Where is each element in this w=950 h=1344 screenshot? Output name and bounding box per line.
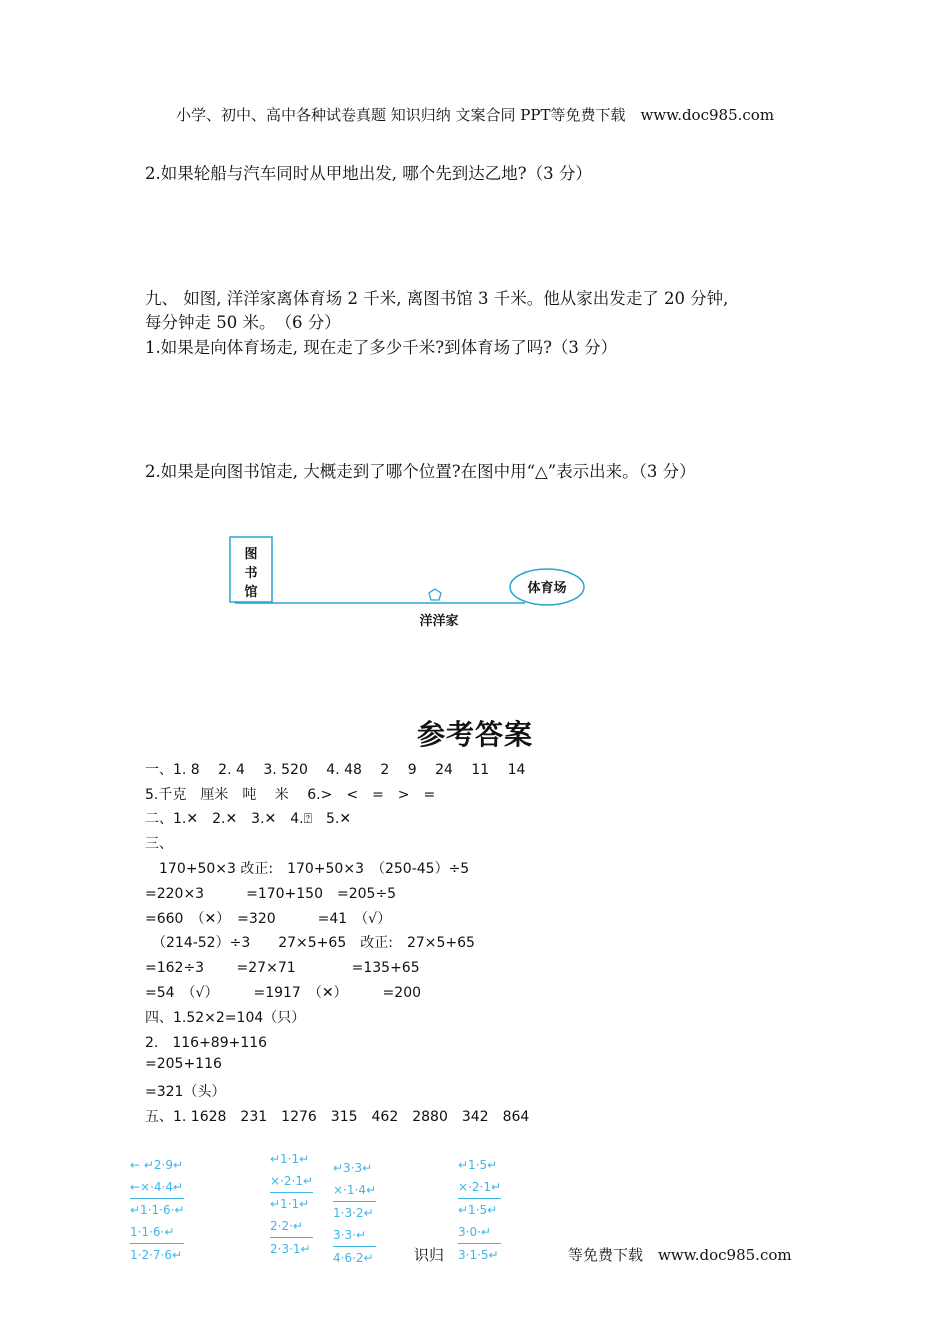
calc-row: ↵1·5↵ — [458, 1203, 498, 1217]
home-marker-icon — [429, 589, 441, 600]
calc-row: ↵1·1↵ — [270, 1197, 310, 1211]
calc-row: ×·2·1↵ — [458, 1176, 501, 1199]
calc-row: 3·3·↵ — [333, 1224, 376, 1247]
calc-row: ×·2·1↵ — [270, 1170, 313, 1193]
calc-row: ← ↵2·9↵ — [130, 1158, 184, 1172]
calc-row: ↵1·1↵ — [270, 1152, 310, 1166]
vertical-calc-1 — [130, 1154, 184, 1266]
answer-line: =660 （✕） =320 =41 （√） — [145, 911, 392, 927]
route-diagram — [225, 530, 605, 640]
calc-row: ←×·4·4↵ — [130, 1176, 184, 1199]
answer-line: =54 （√） =1917 （✕） =200 — [145, 985, 422, 1001]
question-9-1: 1.如果是向体育场走, 现在走了多少千米?到体育场了吗?（3 分） — [145, 338, 618, 357]
answer-line: =220×3 =170+150 =205÷5 — [145, 886, 397, 902]
answer-line: 五、1. 1628 231 1276 315 462 2880 342 864 — [145, 1109, 530, 1125]
library-label-3: 馆 — [244, 585, 258, 600]
answer-line: 2. 116+89+116 — [145, 1035, 268, 1051]
page-header: 小学、初中、高中各种试卷真题 知识归纳 文案合同 PPT等免费下载 www.doc985.com — [175, 106, 775, 124]
answer-line: =162÷3 =27×71 =135+65 — [145, 960, 420, 976]
calc-row: 2·3·1↵ — [270, 1242, 311, 1256]
stadium-label: 体育场 — [527, 581, 567, 596]
calc-row: 4·6·2↵ — [333, 1251, 374, 1265]
calc-row: 3·0·↵ — [458, 1221, 501, 1244]
question-8-2: 2.如果轮船与汽车同时从甲地出发, 哪个先到达乙地?（3 分） — [145, 164, 592, 183]
answer-line: 5.千克 厘米 吨 米 6.> < = > = — [145, 787, 436, 803]
answer-line: 三、 — [145, 836, 173, 852]
calc-row: 2·2·↵ — [270, 1215, 313, 1238]
answer-title: 参考答案 — [416, 718, 533, 751]
answer-line: 二、1.✕ 2.✕ 3.✕ 4.⍰ 5.✕ — [145, 811, 352, 827]
answer-line: （214-52）÷3 27×5+65 改正: 27×5+65 — [145, 935, 475, 951]
answer-line: =205+116 — [145, 1056, 222, 1072]
footer-text: 等免费下载 www.doc985.com — [568, 1246, 792, 1264]
calc-row: ↵1·1·6·↵ — [130, 1203, 185, 1217]
question-9-2: 2.如果是向图书馆走, 大概走到了哪个位置?在图中用“△”表示出来。（3 分） — [145, 462, 696, 481]
answer-line: 四、1.52×2=104（只） — [145, 1010, 306, 1026]
calc-row: 1·3·2↵ — [333, 1206, 374, 1220]
question-9-intro-line2: 每分钟走 50 米。 （6 分） — [145, 313, 341, 332]
calc-row: 1·1·6·↵ — [130, 1221, 184, 1244]
calc-row: 1·2·7·6↵ — [130, 1248, 183, 1262]
vertical-calc-4 — [458, 1154, 501, 1266]
home-label: 洋洋家 — [419, 614, 459, 629]
answer-line: =321（头） — [145, 1084, 226, 1100]
footer-fragment: 识归 — [414, 1246, 445, 1264]
calc-row: ↵3·3↵ — [333, 1161, 373, 1175]
vertical-calc-2 — [270, 1148, 313, 1260]
answer-line: 一、1. 8 2. 4 3. 520 4. 48 2 9 24 11 14 — [145, 762, 526, 778]
calc-row: ↵1·5↵ — [458, 1158, 498, 1172]
question-9-intro-line1: 九、 如图, 洋洋家离体育场 2 千米, 离图书馆 3 千米。他从家出发走了 20 分钟, — [145, 289, 729, 308]
library-label-1: 图 — [244, 547, 258, 562]
calc-row: ×·1·4↵ — [333, 1179, 376, 1202]
library-label-2: 书 — [244, 566, 258, 581]
vertical-calc-3 — [333, 1157, 376, 1269]
calc-row: 3·1·5↵ — [458, 1248, 499, 1262]
answer-line: 170+50×3 改正: 170+50×3 （250-45）÷5 — [145, 861, 470, 877]
